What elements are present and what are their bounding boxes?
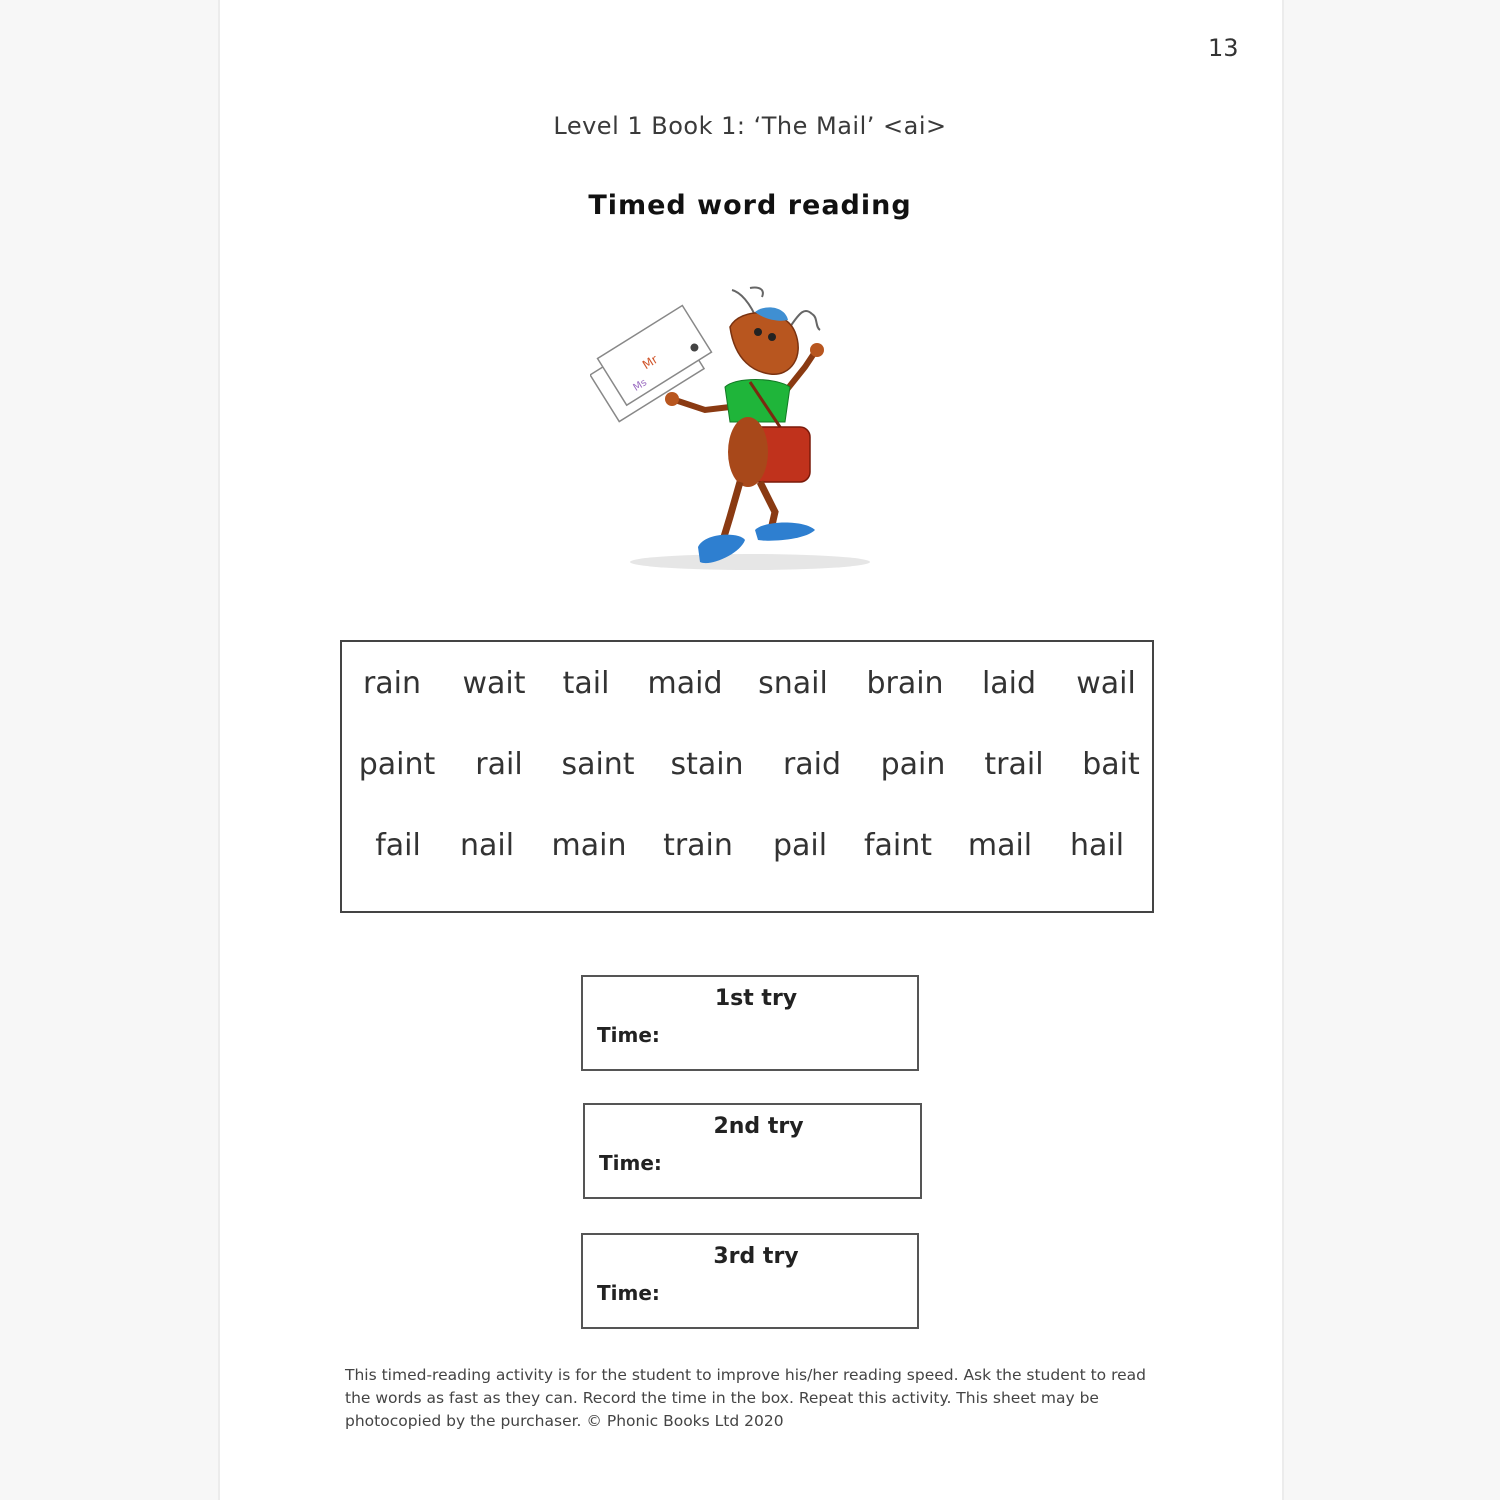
word-cell: brain: [866, 666, 944, 701]
word-cell: bait: [1082, 747, 1140, 782]
ant-mail-carrier-illustration: [590, 282, 885, 587]
word-cell: paint: [358, 747, 436, 782]
word-cell: snail: [758, 666, 828, 701]
word-cell: pain: [880, 747, 946, 782]
word-cell: tail: [562, 666, 610, 701]
time-label: Time:: [597, 1023, 660, 1047]
word-cell: faint: [863, 828, 933, 863]
word-cell: wail: [1076, 666, 1136, 701]
time-label: Time:: [599, 1151, 662, 1175]
word-cell: nail: [459, 828, 515, 863]
word-cell: mail: [967, 828, 1033, 863]
word-cell: stain: [670, 747, 744, 782]
book-subtitle: Level 1 Book 1: ‘The Mail’ <ai>: [553, 112, 947, 140]
try-box-2[interactable]: [583, 1103, 922, 1199]
word-cell: main: [551, 828, 627, 863]
page-number: 13: [1208, 34, 1239, 62]
try-box-3[interactable]: [581, 1233, 919, 1329]
word-cell: rain: [362, 666, 422, 701]
word-grid: [340, 640, 1154, 913]
try-label: 2nd try: [713, 1114, 804, 1139]
try-box-1[interactable]: [581, 975, 919, 1071]
svg-text:Ms: Ms: [631, 377, 650, 394]
svg-text:Mr: Mr: [639, 352, 661, 373]
word-cell: pail: [772, 828, 828, 863]
word-cell: hail: [1069, 828, 1125, 863]
word-cell: wait: [462, 666, 526, 701]
instructions-footer: This timed-reading activity is for the student to improve his/her reading speed. Ask the student to read the words as fast as they can. Record the time in the box. Repeat this activity. This sheet may be photocopied by the purchaser. © Phonic Books Ltd 2020: [345, 1366, 1146, 1430]
word-cell: maid: [647, 666, 723, 701]
try-label: 3rd try: [713, 1244, 799, 1269]
word-cell: fail: [375, 828, 421, 863]
page-title: Timed word reading: [588, 190, 912, 221]
word-cell: raid: [782, 747, 842, 782]
word-cell: trail: [984, 747, 1044, 782]
word-cell: train: [663, 828, 733, 863]
word-cell: rail: [475, 747, 523, 782]
time-label: Time:: [597, 1281, 660, 1305]
word-cell: laid: [981, 666, 1037, 701]
word-cell: saint: [561, 747, 635, 782]
try-label: 1st try: [714, 986, 798, 1011]
